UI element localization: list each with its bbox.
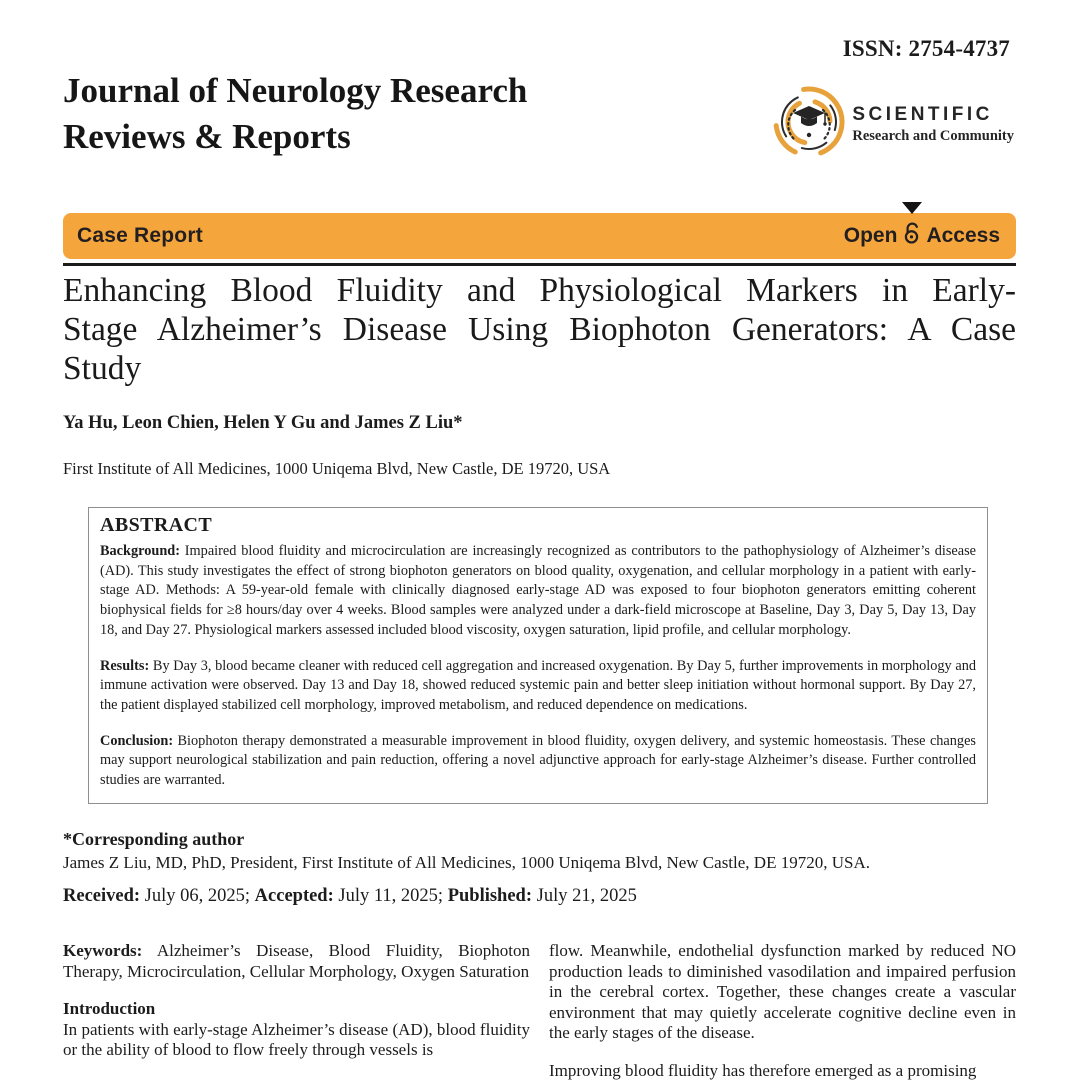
abstract-heading: ABSTRACT	[100, 514, 213, 536]
received-value: July 06, 2025;	[140, 886, 255, 906]
affiliation-line: First Institute of All Medicines, 1000 Uniqema Blvd, New Castle, DE 19720, USA	[63, 459, 611, 478]
right-column-paragraph2: Improving blood fluidity has therefore emerged as a promising	[549, 1060, 977, 1080]
abstract-results-text: By Day 3, blood became cleaner with reduced cell aggregation and increased oxygenation. By Day 5, further improvements in morphology and immune activation were observed. Day 13 and Day 18, showed reduced systemic pain and better sleep initiation without hormonal support. By Day 27, the patient displayed stabilized cell morphology, improved metabolism, and reduced dependence on medications.	[100, 657, 976, 713]
journal-title-line2: Reviews & Reports	[63, 117, 351, 156]
abstract-background-paragraph	[100, 542, 976, 641]
right-column	[549, 941, 1016, 1080]
article-title-line1: Enhancing Blood Fluidity and Physiological Markers in Early-	[63, 272, 1016, 309]
keywords-label: Keywords:	[63, 941, 143, 960]
right-column-paragraph1: flow. Meanwhile, endothelial dysfunction marked by reduced NO production leads to diminished vasodilation and impaired perfusion in the cerebral cortex. Together, these changes create a vascular environment that may quietly accelerate cognitive decline even in the early stages of the disease.	[549, 941, 1016, 1042]
banner-divider	[63, 263, 1016, 266]
corresponding-author-heading: *Corresponding author	[63, 829, 245, 849]
authors-line: Ya Hu, Leon Chien, Helen Y Gu and James Z Liu*	[63, 413, 463, 433]
abstract-results-paragraph	[100, 657, 976, 716]
open-access-badge	[844, 221, 1000, 251]
abstract-box	[88, 507, 988, 804]
keywords-text: Alzheimer’s Disease, Blood Fluidity, Biophoton Therapy, Microcirculation, Cellular Morphology, Oxygen Saturation	[63, 941, 530, 981]
introduction-heading: Introduction	[63, 999, 156, 1018]
body-columns	[63, 941, 1016, 1080]
abstract-background-label: Background:	[100, 543, 180, 559]
keywords-paragraph	[63, 941, 530, 982]
journal-title	[63, 68, 527, 160]
open-access-pointer-icon	[902, 202, 922, 214]
graduation-cap-emblem-icon	[773, 80, 847, 169]
open-access-word-access: Access	[926, 224, 1000, 247]
corresponding-author-text: James Z Liu, MD, PhD, President, First Institute of All Medicines, 1000 Uniqema Blvd, New Castle, DE 19720, USA.	[63, 853, 870, 872]
published-value: July 21, 2025	[532, 886, 637, 906]
accepted-value: July 11, 2025;	[333, 886, 448, 906]
accepted-label: Accepted:	[254, 886, 334, 906]
abstract-conclusion-text: Biophoton therapy demonstrated a measurable improvement in blood fluidity, oxygen delivery, and systemic homeostasis. These changes may support neurological stabilization and pain reduction, offering a novel adjunctive approach for early-stage Alzheimer’s disease. Further controlled studies are warranted.	[100, 732, 976, 789]
open-access-word-open: Open	[843, 224, 898, 247]
publisher-logo-text	[852, 104, 1014, 145]
abstract-background-text: Impaired blood fluidity and microcirculation are increasingly recognized as contributors to the pathophysiology of Alzheimer’s disease (AD). This study investigates the effect of strong biophoton generators on blood quality, oxygenation, and cellular morphology in a patient with early-stage AD. Methods: A 59-year-old female with clinically diagnosed early-stage AD was exposed to four biophoton generators emitting coherent biophysical fields for ≥8 hours/day over 4 weeks. Blood samples were analyzed under a dark-field microscope at Baseline, Day 3, Day 5, Day 13, Day 18, and Day 27. Physiological markers assessed included blood viscosity, oxygen saturation, lipid profile, and cellular morphology.	[100, 543, 976, 638]
article-title	[63, 271, 1016, 388]
publisher-logo	[773, 80, 1014, 169]
publisher-tagline: Research and Community	[852, 128, 1014, 144]
open-access-lock-icon	[903, 221, 920, 251]
article-type-label: Case Report	[77, 224, 203, 247]
article-title-line3: Study	[63, 350, 142, 387]
introduction-text: In patients with early-stage Alzheimer’s disease (AD), blood fluidity or the ability of blood to flow freely through vessels is	[63, 1019, 530, 1059]
article-title-line2: Stage Alzheimer’s Disease Using Biophoton Generators: A Case	[63, 311, 1016, 348]
received-label: Received:	[63, 886, 141, 906]
abstract-results-label: Results:	[100, 657, 150, 674]
abstract-conclusion-paragraph	[100, 732, 976, 791]
issn-text: ISSN: 2754-4737	[842, 36, 1010, 61]
publisher-brand: SCIENTIFIC	[852, 104, 993, 125]
article-dates-line	[63, 886, 637, 907]
published-label: Published:	[447, 886, 532, 906]
case-report-banner	[63, 213, 1016, 259]
abstract-conclusion-label: Conclusion:	[100, 732, 174, 749]
journal-title-line1: Journal of Neurology Research	[63, 71, 528, 110]
left-column	[63, 941, 530, 1080]
